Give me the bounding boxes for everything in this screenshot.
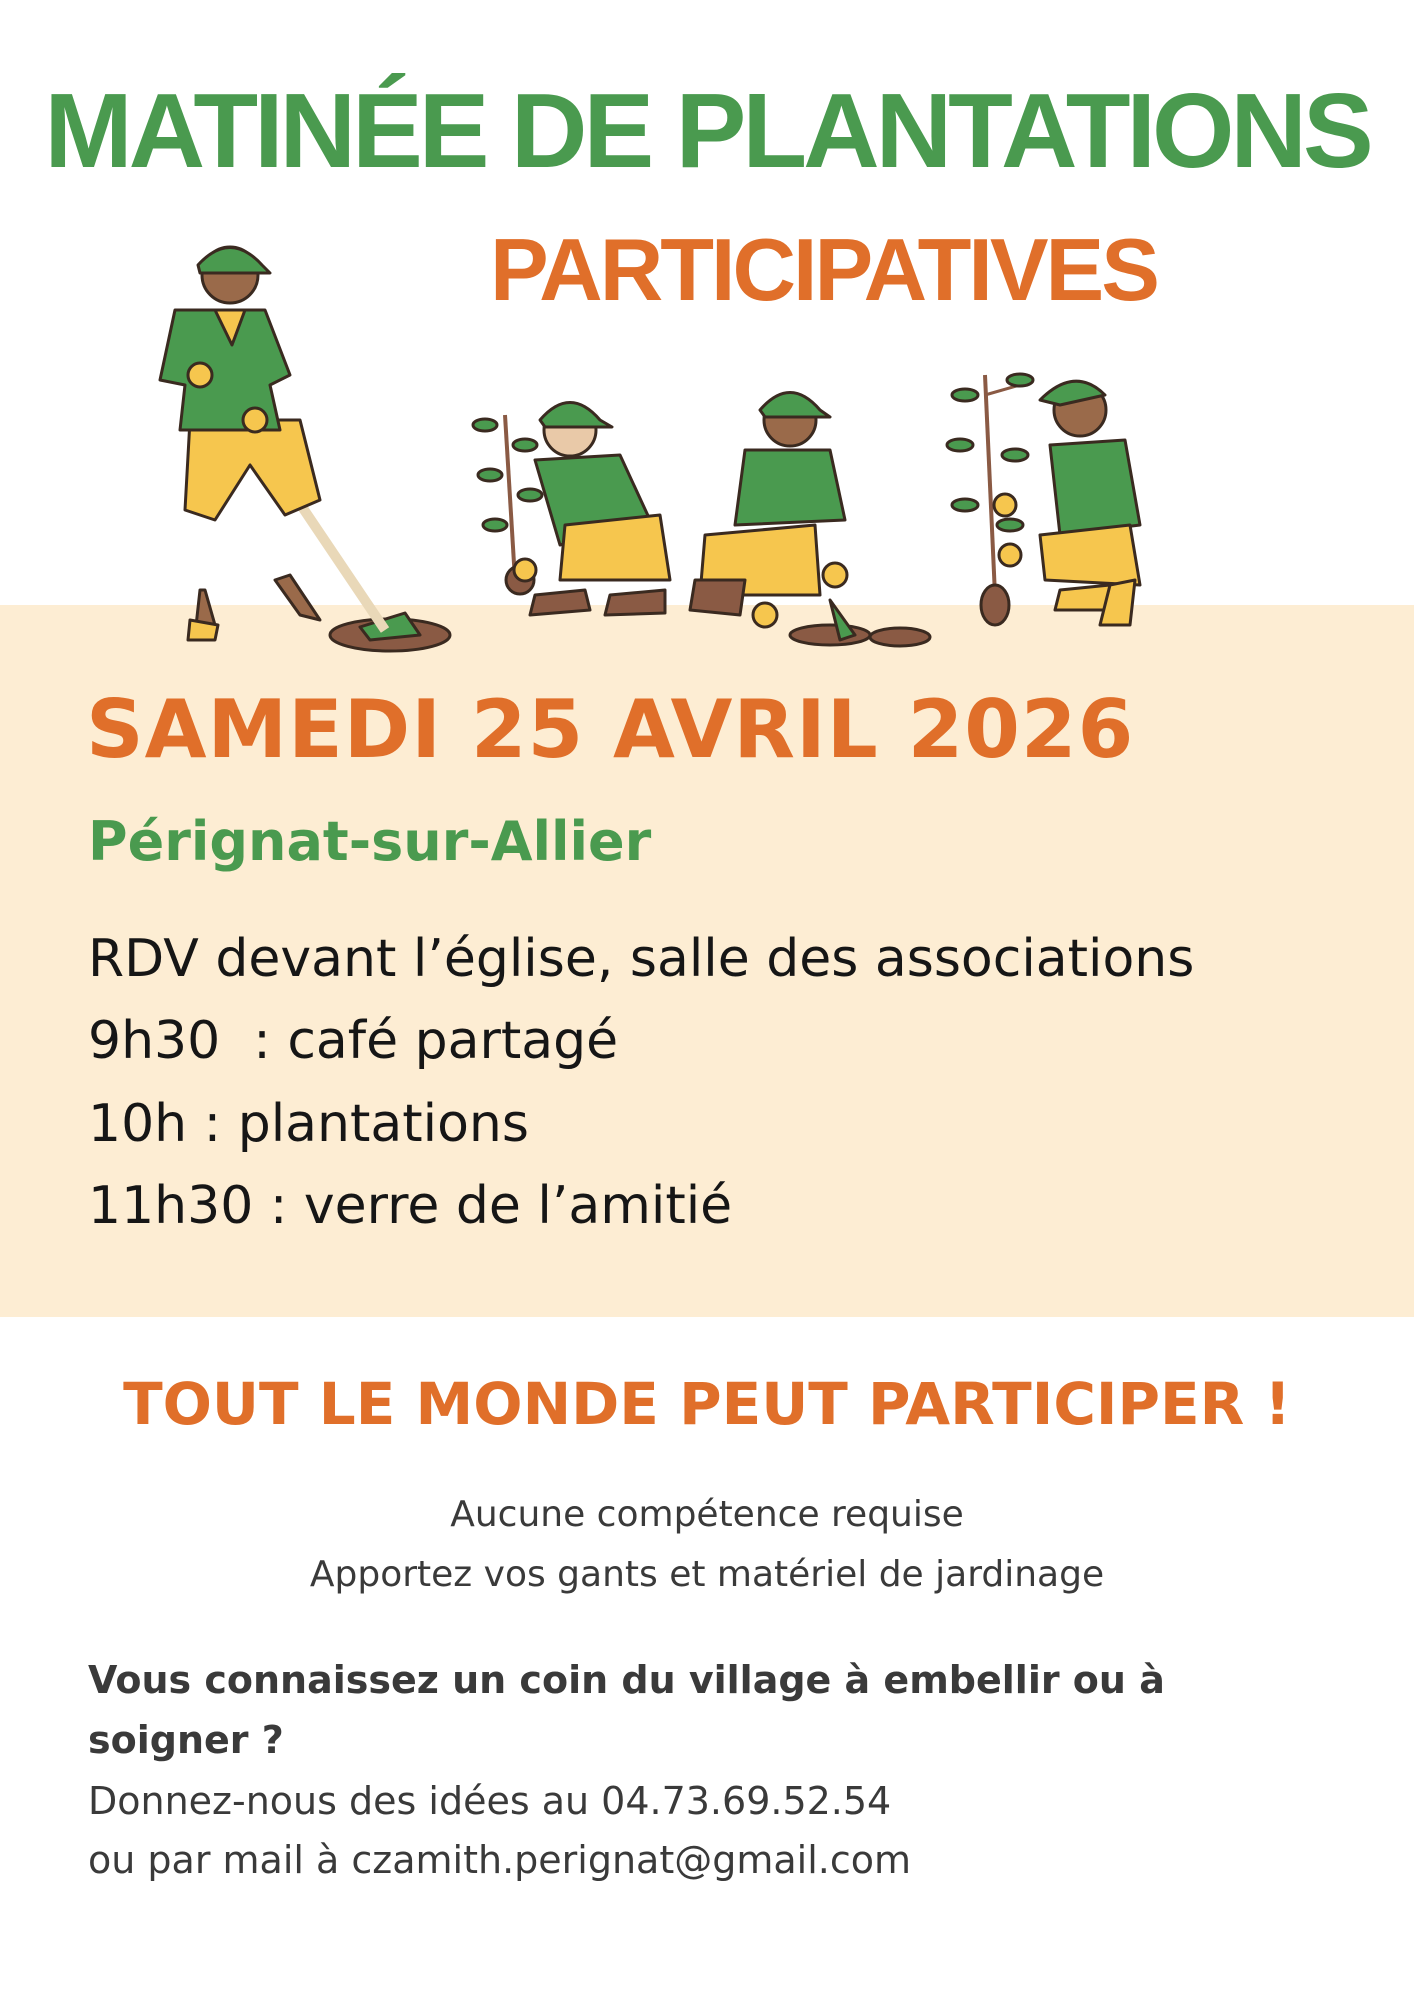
event-date: SAMEDI 25 AVRIL 2026 — [86, 683, 1135, 776]
call-to-action: TOUT LE MONDE PEUT PARTICIPER ! — [123, 1370, 1291, 1438]
note-no-skills: Aucune compétence requise — [450, 1494, 964, 1535]
contact-phone: Donnez-nous des idées au 04.73.69.52.54 — [88, 1779, 892, 1823]
schedule-drink: 11h30 : verre de l’amitié — [88, 1176, 733, 1236]
gardener-digging-figure — [160, 247, 450, 651]
gardener-trowel-figure — [690, 393, 930, 647]
schedule-meeting-point: RDV devant l’église, salle des associations — [88, 929, 1195, 989]
gardener-sapling-figure — [473, 403, 670, 616]
gardeners-illustration — [0, 235, 1414, 655]
gardener-tree-figure — [947, 374, 1140, 625]
title-line-1: MATINÉE DE PLANTATIONS — [44, 72, 1370, 190]
note-bring-gloves: Apportez vos gants et matériel de jardinage — [309, 1554, 1105, 1595]
schedule-planting: 10h : plantations — [88, 1094, 529, 1154]
event-location: Pérignat-sur-Allier — [88, 810, 652, 873]
contact-email: ou par mail à czamith.perignat@gmail.com — [88, 1838, 911, 1882]
idea-question: Vous connaissez un coin du village à embellir ou à soigner ? — [88, 1658, 1165, 1762]
schedule-coffee: 9h30 : café partagé — [88, 1011, 619, 1071]
title-line-2: PARTICIPATIVES — [490, 220, 1157, 319]
